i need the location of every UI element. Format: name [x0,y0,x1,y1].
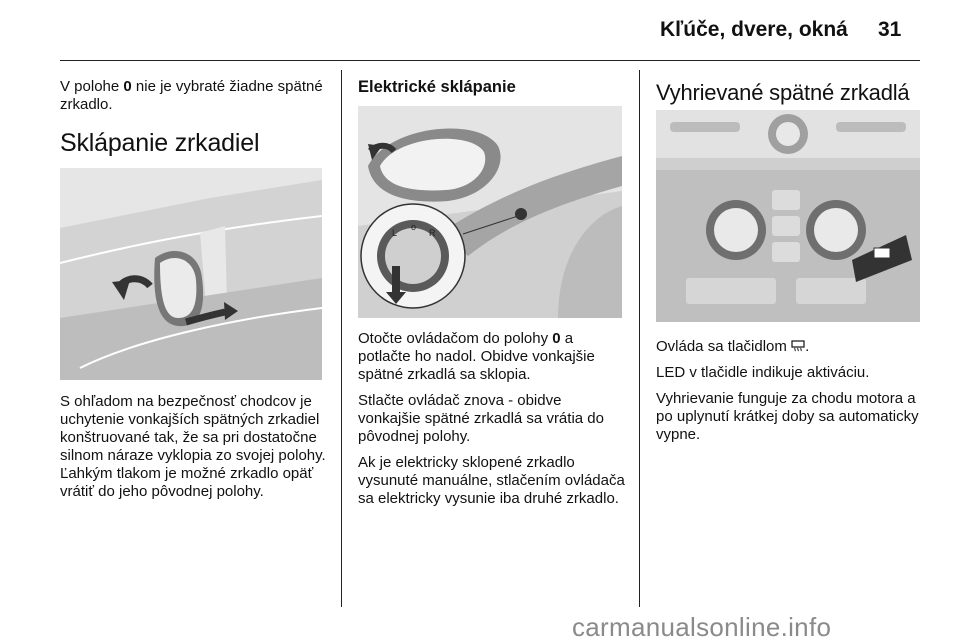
heated-mirrors-paragraph-1: Ovláda sa tlačidlom . [656,338,810,355]
page-header [0,0,960,62]
folding-paragraph: S ohľadom na bezpečnosť chodcov je uchytenie vonkajších spätných zrkadiel konštruované tak, že sa pri dostatočne silnom náraze vyklopia zo svojej polohy. Ľahkým tlakom je možné zrkadlo opäť vrátiť do jeho pôvodnej polohy. [60,393,326,500]
heated-mirrors-paragraph-3: Vyhrievanie funguje za chodu motora a po uplynutí krátkej doby sa automaticky vypne. [656,390,919,443]
column-3 [656,78,946,108]
section-heading-heated-mirrors: Vyhrievané spätné zrkadlá [656,80,910,105]
column-divider-1 [341,70,342,607]
column-1 [60,78,328,158]
heated-mirrors-paragraph-2: LED v tlačidle indikuje aktiváciu. [656,364,870,381]
electric-folding-paragraph-3: Ak je elektricky sklopené zrkadlo vysunuté manuálne, stlačením ovládača sa elektricky vysunie iba druhé zrkadlo. [358,454,625,507]
section-heading-folding: Sklápanie zrkadiel [60,129,260,157]
heated-mirror-icon [791,339,805,351]
column-2-body [358,330,626,516]
column-1-body [60,393,328,509]
climate-panel-illustration [656,110,920,322]
knob-label-left: L [392,228,398,238]
watermark: carmanualsonline.info [572,612,832,642]
electric-folding-paragraph-1: Otočte ovládačom do polohy 0 a potlačte ho nadol. Obidve vonkajšie spätné zrkadlá sa sklopia. [358,330,595,383]
knob-label-center: o [411,222,417,232]
column-2 [358,78,626,97]
electric-folding-paragraph-2: Stlačte ovládač znova - obidve vonkajšie spätné zrkadlá sa vrátia do pôvodnej polohy. [358,392,604,445]
header-rule [60,60,920,61]
page-number: 31 [878,18,902,41]
section-heading-electric-folding: Elektrické sklápanie [358,78,516,96]
mirror-control-illustration [358,106,622,318]
chapter-title: Kľúče, dvere, okná [660,18,848,41]
column-divider-2 [639,70,640,607]
knob-label-right: R [429,228,436,238]
intro-paragraph: V polohe 0 nie je vybraté žiadne spätné zrkadlo. [60,78,323,113]
mirror-fold-illustration [60,168,322,380]
column-3-body [656,338,926,452]
